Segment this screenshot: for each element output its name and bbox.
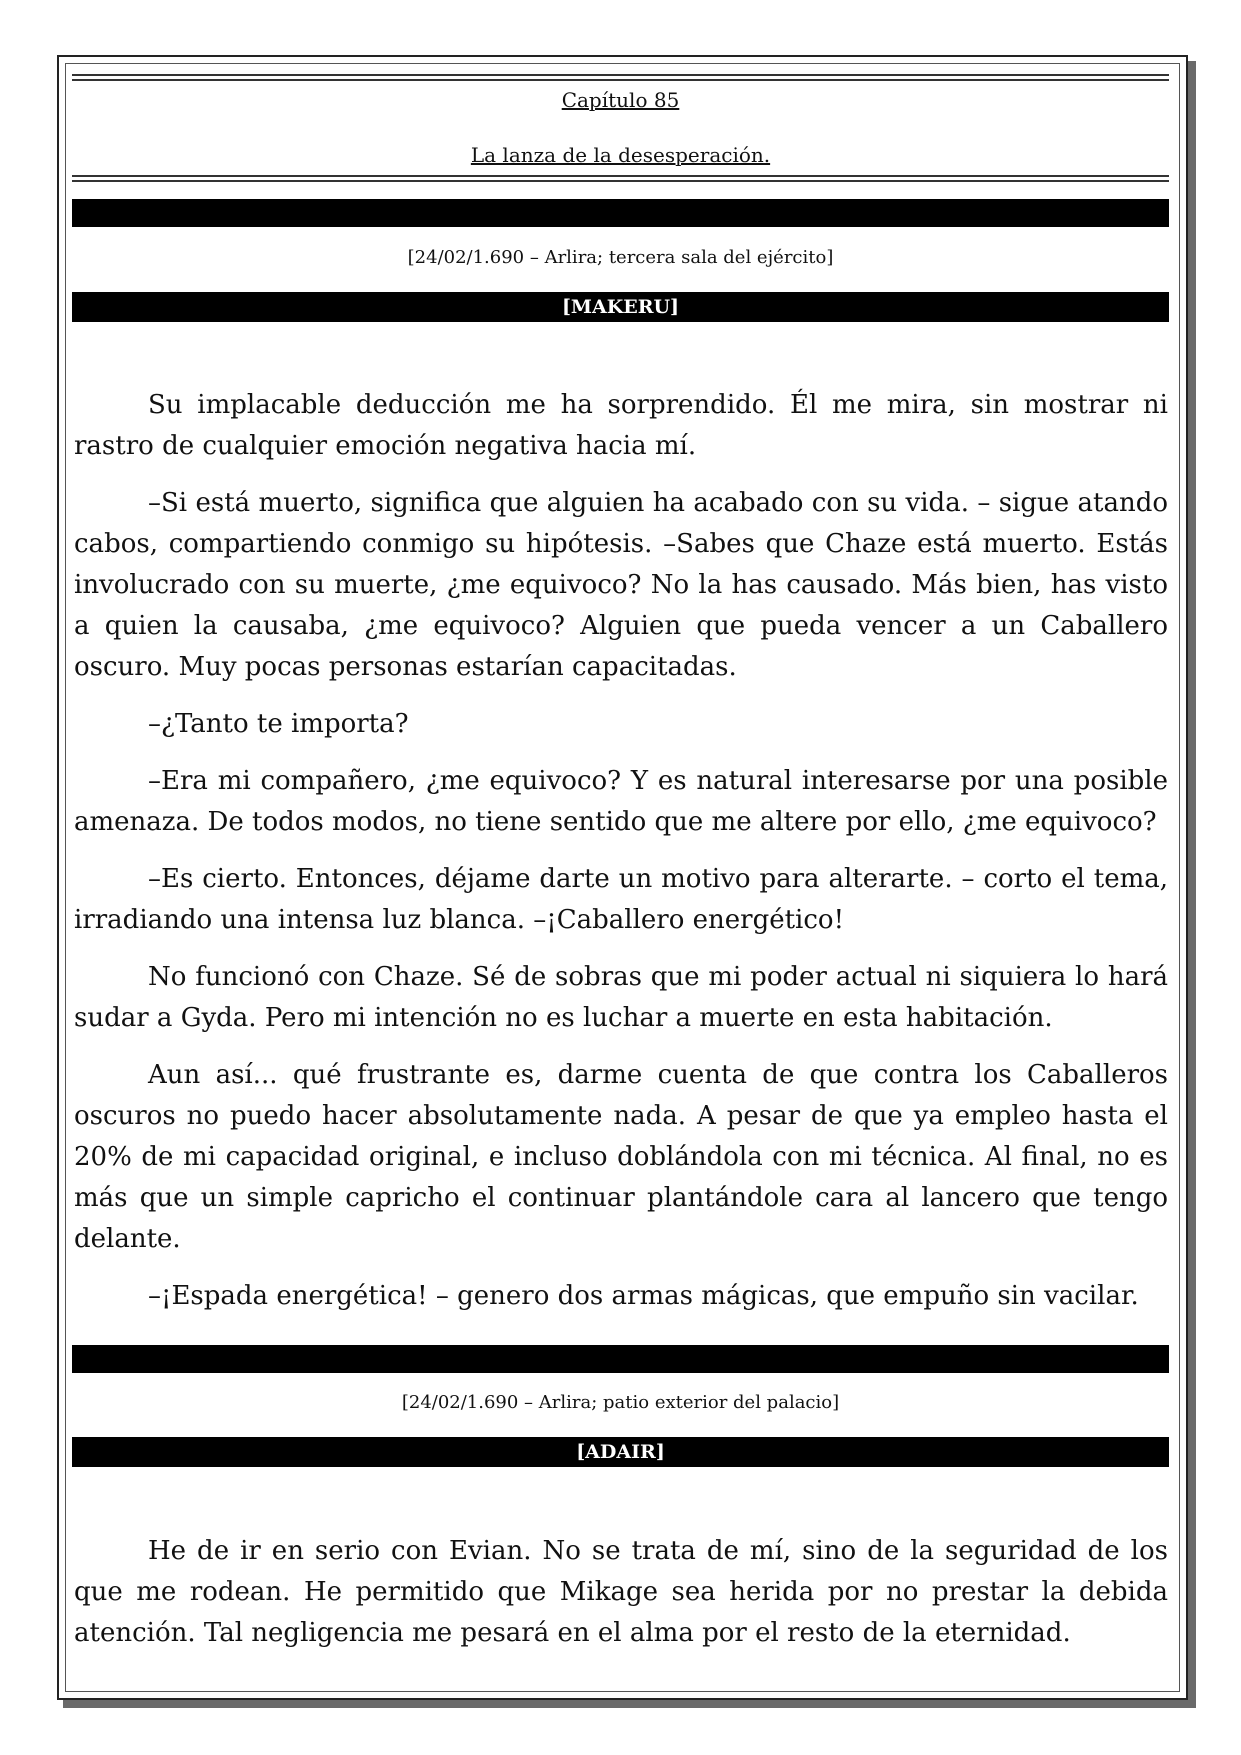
section-divider-bar	[72, 1345, 1169, 1373]
paragraph: Aun así... qué frustrante es, darme cuenta de que contra los Caballeros oscuros no puedo hacer absolutamente nada. A pesar de que ya empleo hasta el 20% de mi capacidad original, e incluso doblándola con mi técnica. Al final, no es más que un simple capricho el continuar plantándole cara al lancero que tengo delante.	[74, 1060, 1168, 1254]
paragraph: –Era mi compañero, ¿me equivoco? Y es natural interesarse por una posible amenaza. De todos modos, no tiene sentido que me altere por ello, ¿me equivoco?	[74, 766, 1168, 837]
scene-date-location: [24/02/1.690 – Arlira; patio exterior del palacio]	[401, 1392, 840, 1413]
top-double-rule	[72, 74, 1169, 81]
paragraph: –Es cierto. Entonces, déjame darte un motivo para alterarte. – corto el tema, irradiando una intensa luz blanca. –¡Caballero energético!	[74, 864, 1168, 935]
paragraph: No funcionó con Chaze. Sé de sobras que mi poder actual ni siquiera lo hará sudar a Gyda. Pero mi intención no es luchar a muerte en esta habitación.	[74, 962, 1168, 1033]
section-prose	[74, 1531, 1168, 1670]
paragraph: –¿Tanto te importa?	[148, 709, 409, 739]
paragraph: –¡Espada energética! – genero dos armas mágicas, que empuño sin vacilar.	[148, 1281, 1139, 1311]
scene-date-location: [24/02/1.690 – Arlira; tercera sala del ejército]	[407, 247, 834, 268]
section-divider-bar	[72, 199, 1169, 227]
chapter-title: Capítulo 85	[561, 88, 680, 112]
chapter-subtitle: La lanza de la desesperación.	[470, 143, 771, 167]
title-bottom-double-rule	[72, 175, 1169, 182]
paragraph: He de ir en serio con Evian. No se trata de mí, sino de la seguridad de los que me rodean. He permitido que Mikage sea herida por no prestar la debida atención. Tal negligencia me pesará en el alma por el resto de la eternidad.	[74, 1536, 1168, 1648]
narrator-label: [ADAIR]	[72, 1437, 1169, 1467]
narrator-label: [MAKERU]	[72, 292, 1169, 322]
section-prose	[74, 385, 1168, 1333]
paragraph: –Si está muerto, significa que alguien ha acabado con su vida. – sigue atando cabos, compartiendo conmigo su hipótesis. –Sabes que Chaze está muerto. Estás involucrado con su muerte, ¿me equivoco? No la has causado. Más bien, has visto a quien la causaba, ¿me equivoco? Alguien que pueda vencer a un Caballero oscuro. Muy pocas personas estarían capacitadas.	[74, 488, 1168, 682]
paragraph: Su implacable deducción me ha sorprendido. Él me mira, sin mostrar ni rastro de cualquier emoción negativa hacia mí.	[74, 390, 1168, 461]
